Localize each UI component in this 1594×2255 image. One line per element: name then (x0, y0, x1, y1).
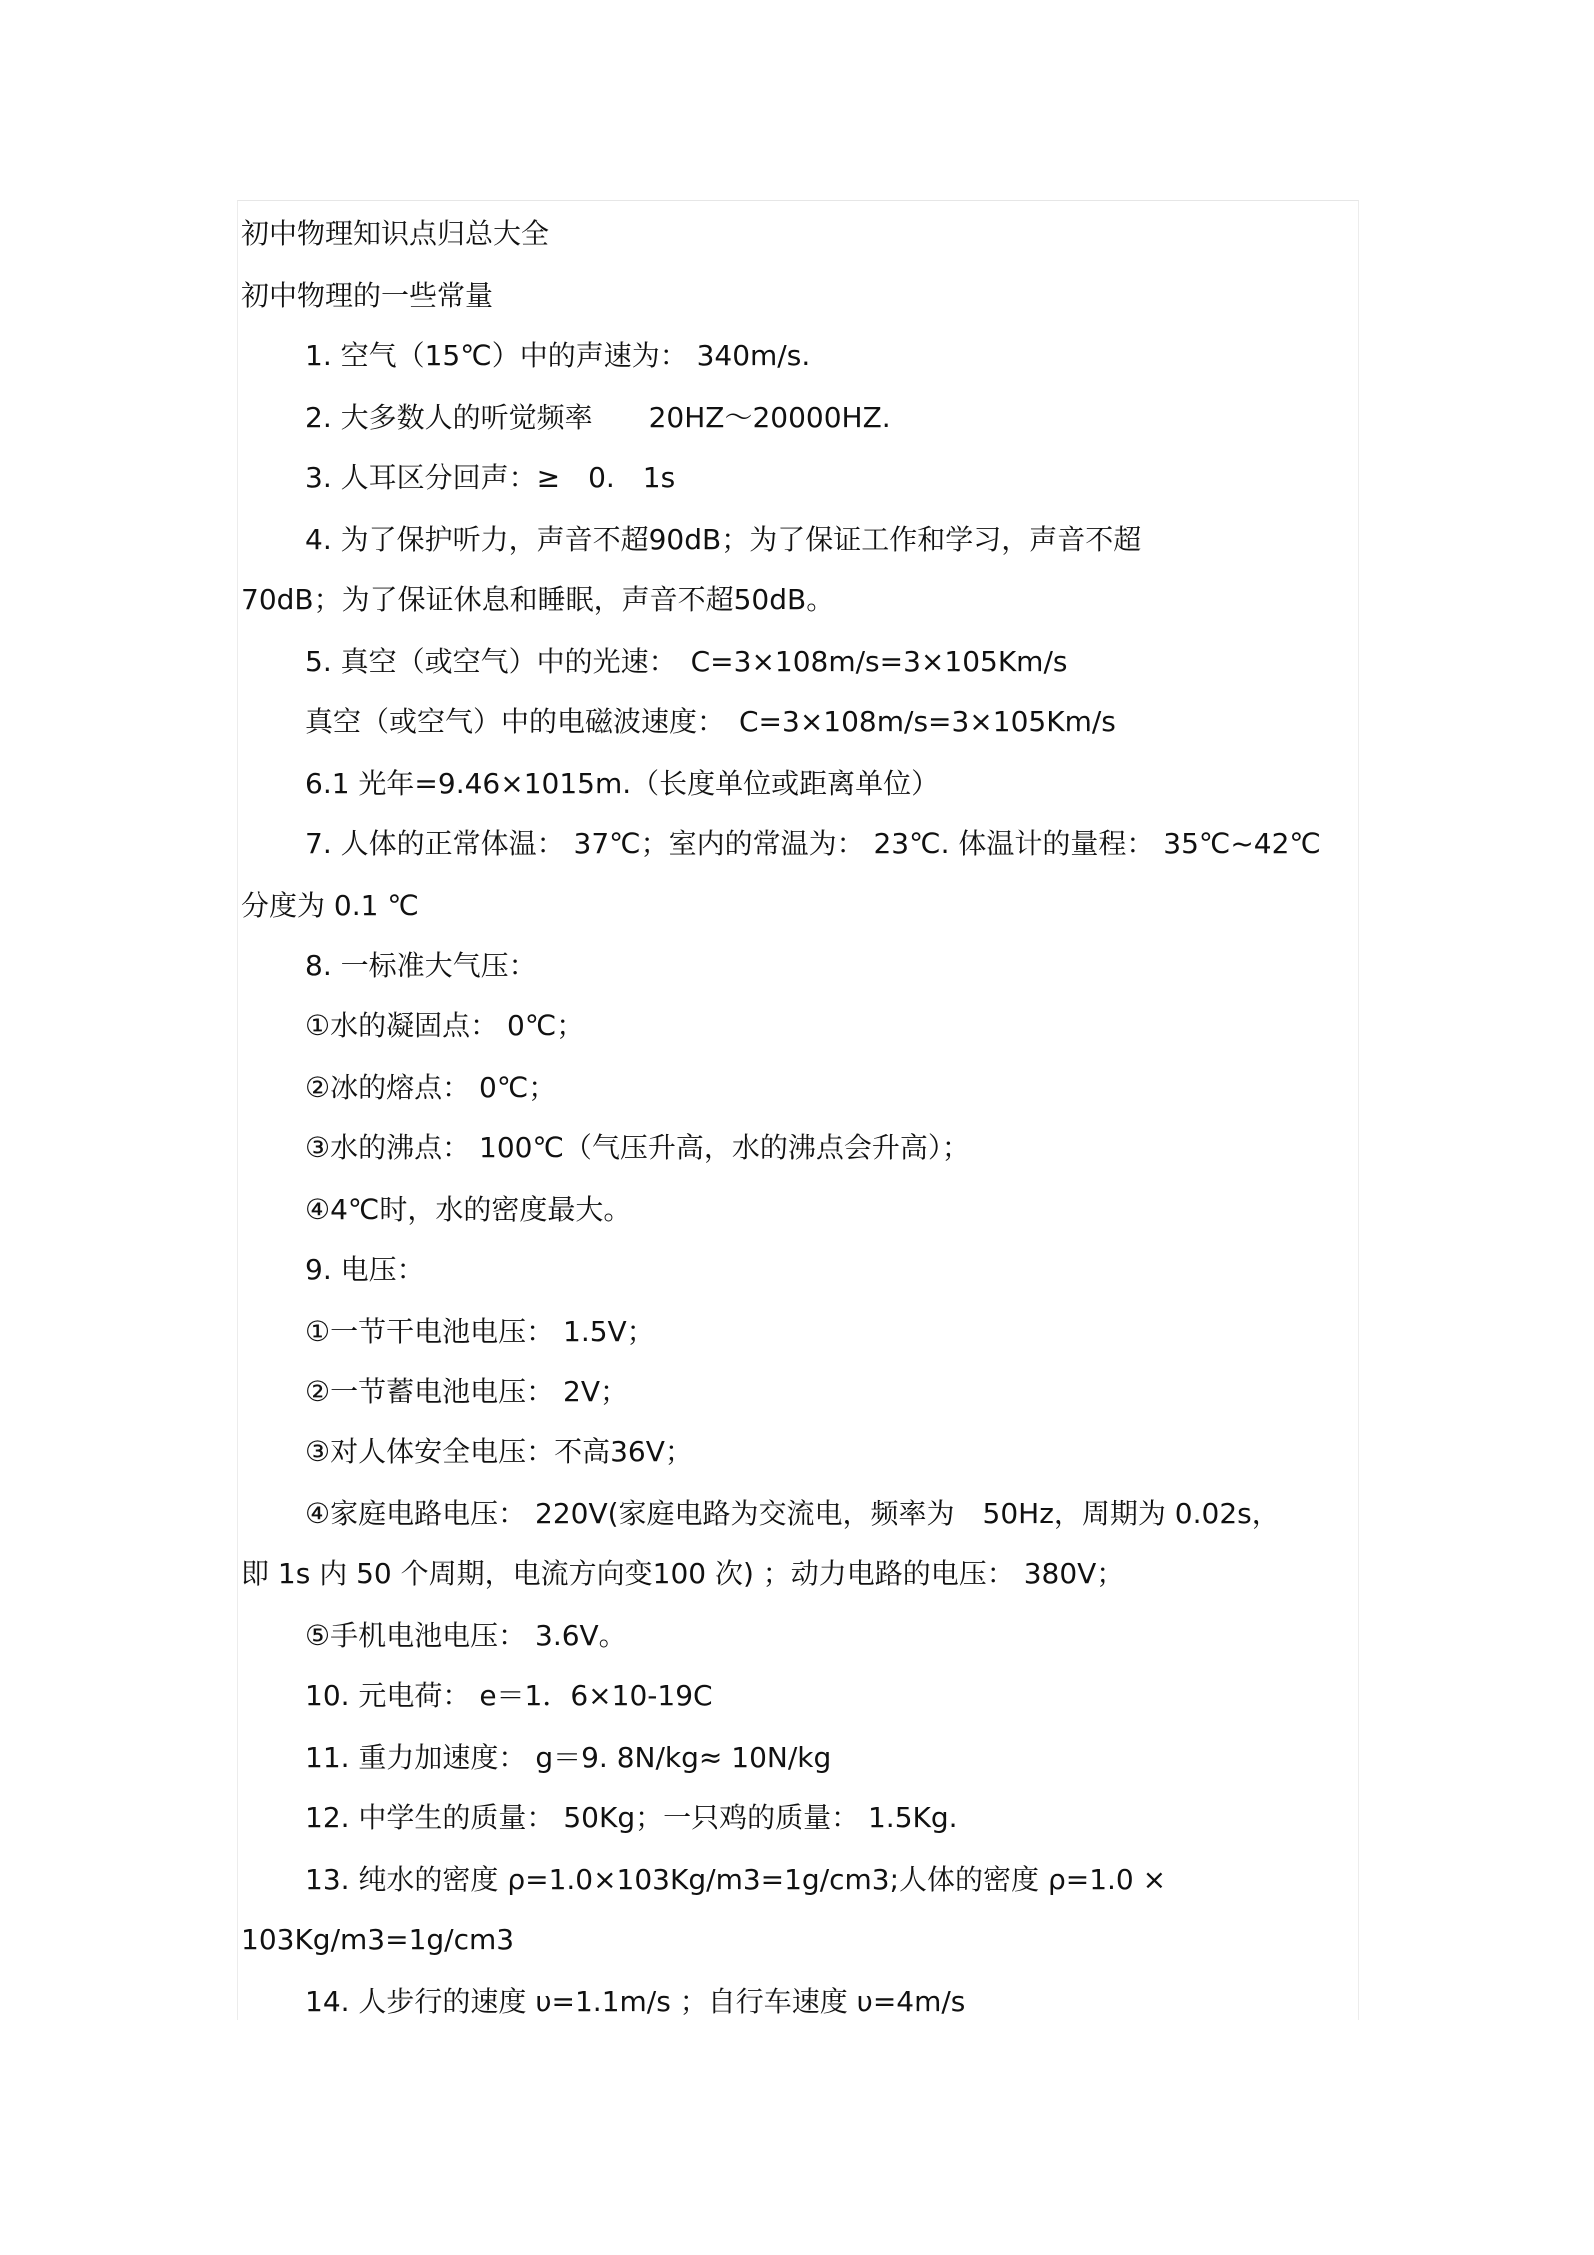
text-line-24: 11. 重力加速度： g＝9. 8N/kg≈ 10N/kg (305, 1741, 832, 1774)
text-line-21: 即 1s 内 50 个周期，电流方向变100 次) ；动力电路的电压： 380V； (241, 1557, 1125, 1590)
text-line-14: ③水的沸点： 100℃（气压升高，水的沸点会升高）； (305, 1131, 970, 1164)
text-line-4: 4. 为了保护听力，声音不超90dB；为了保证工作和学习，声音不超 (305, 523, 1142, 556)
text-line-20: ④家庭电路电压： 220V(家庭电路为交流电，频率为 50Hz，周期为 0.02s， (305, 1497, 1280, 1530)
text-line-10: 分度为 0.1 ℃ (241, 889, 419, 922)
text-line-11: 8. 一标准大气压： (305, 949, 537, 982)
text-line-26: 13. 纯水的密度 ρ=1.0×103Kg/m3=1g/cm3;人体的密度 ρ=1.0 × (305, 1863, 1167, 1896)
text-line-15: ④4℃时，水的密度最大。 (305, 1193, 632, 1226)
text-line-9: 7. 人体的正常体温： 37℃；室内的常温为： 23℃. 体温计的量程： 35℃~42℃ (305, 827, 1321, 860)
text-line-7: 真空（或空气）中的电磁波速度： C=3×108m/s=3×105Km/s (305, 705, 1116, 738)
document-title: 初中物理知识点归总大全 (241, 217, 550, 250)
text-line-8: 6.1 光年=9.46×1015m.（长度单位或距离单位） (305, 767, 940, 800)
text-line-3: 3. 人耳区分回声：≥ 0. 1s (305, 461, 676, 494)
text-line-22: ⑤手机电池电压： 3.6V。 (305, 1619, 627, 1652)
text-line-25: 12. 中学生的质量： 50Kg；一只鸡的质量： 1.5Kg. (305, 1801, 958, 1834)
document-subtitle: 初中物理的一些常量 (241, 279, 494, 312)
text-line-16: 9. 电压： (305, 1253, 425, 1286)
text-line-19: ③对人体安全电压：不高36V； (305, 1435, 693, 1468)
text-line-28: 14. 人步行的速度 υ=1.1m/s ；自行车速度 υ=4m/s (305, 1985, 966, 2018)
text-line-17: ①一节干电池电压： 1.5V； (305, 1315, 655, 1348)
text-line-18: ②一节蓄电池电压： 2V； (305, 1375, 628, 1408)
text-line-2: 2. 大多数人的听觉频率 20HZ～20000HZ. (305, 401, 891, 434)
text-line-23: 10. 元电荷： e＝1．6×10-19C (305, 1679, 713, 1712)
text-line-27: 103Kg/m3=1g/cm3 (241, 1923, 515, 1956)
text-line-6: 5. 真空（或空气）中的光速： C=3×108m/s=3×105Km/s (305, 645, 1068, 678)
text-line-13: ②冰的熔点： 0℃； (305, 1071, 557, 1104)
text-line-12: ①水的凝固点： 0℃； (305, 1009, 585, 1042)
text-line-5: 70dB；为了保证休息和睡眠，声音不超50dB。 (241, 583, 835, 616)
text-line-1: 1. 空气（15℃）中的声速为： 340m/s. (305, 339, 811, 372)
